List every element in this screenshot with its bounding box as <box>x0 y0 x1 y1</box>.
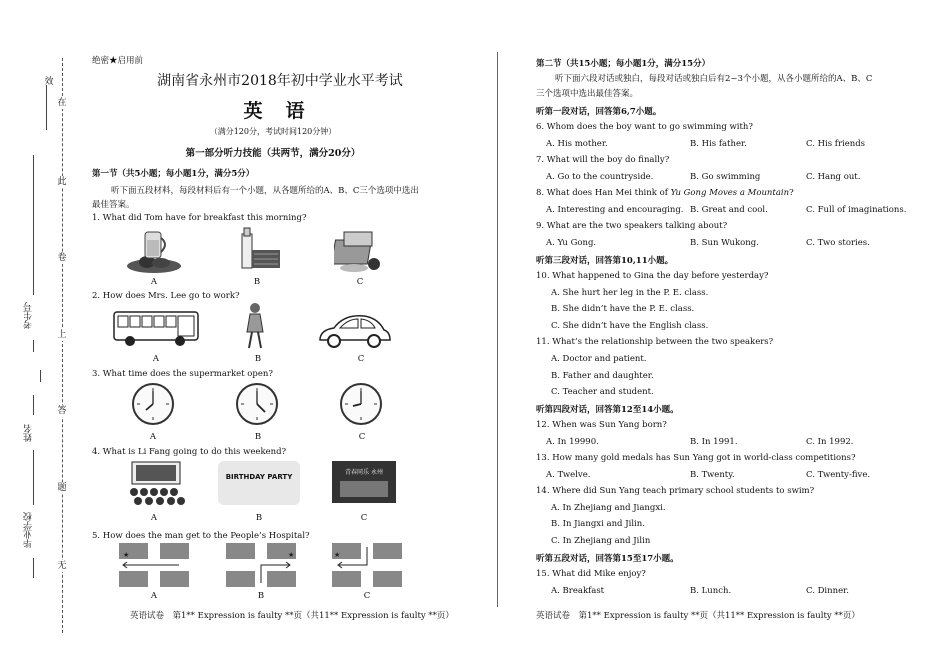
left-page-footer: 英语试卷 第1** Expression is faulty **页（共11** Expression is faulty **页） <box>130 611 454 621</box>
q10-option-b: B. She didn’t have the P. E. class. <box>551 304 695 314</box>
margin-char: 无 <box>57 561 67 571</box>
svg-text:★: ★ <box>334 551 341 559</box>
margin-char: 答 <box>57 406 67 416</box>
q12-option-b: B. In 1991. <box>690 437 738 447</box>
q14-option-b: B. In Jiangxi and Jilin. <box>551 519 645 529</box>
question-4: 4. What is Li Fang going to do this weekend? <box>92 447 287 457</box>
question-1: 1. What did Tom have for breakfast this morning? <box>92 213 307 223</box>
q7-option-a: A. Go to the countryside. <box>546 172 654 182</box>
option-label-c: C <box>356 277 364 287</box>
question-13: 13. How many gold medals has Sun Yang got in world-class competitions? <box>536 453 856 463</box>
car-picture <box>316 310 392 350</box>
route-map-a <box>119 543 189 587</box>
q9-option-b: B. Sun Wukong. <box>690 238 759 248</box>
question-14: 14. Where did Sun Yang teach primary school students to swim? <box>536 486 815 496</box>
question-5: 5. How does the man get to the People’s Hospital? <box>92 531 310 541</box>
q10-option-a: A. She hurt her leg in the P. E. class. <box>551 288 709 298</box>
route-map-b <box>226 543 296 587</box>
option-label-a: A <box>150 513 158 523</box>
clock-c <box>340 383 382 425</box>
q8-option-b: B. Great and cool. <box>690 205 768 215</box>
school-label: 毕业学校 <box>24 512 34 548</box>
option-label-b: B <box>254 432 262 442</box>
stage-picture <box>332 461 396 503</box>
q11-option-c: C. Teacher and student. <box>551 387 654 397</box>
name-label: 姓名 <box>24 424 34 442</box>
option-label-b: B <box>257 591 265 601</box>
question-10: 10. What happened to Gina the day before yesterday? <box>536 271 769 281</box>
q7-option-b: B. Go swimming <box>690 172 761 182</box>
option-label-b: B <box>253 277 261 287</box>
question-8: 8. What does Han Mei think of Yu Gong Moves a Mountain? <box>536 188 794 198</box>
secret-label: 绝密★启用前 <box>92 56 144 66</box>
q14-option-a: A. In Zhejiang and Jiangxi. <box>551 503 666 513</box>
question-2: 2. How does Mrs. Lee go to work? <box>92 291 240 301</box>
section2-heading: 第二节（共15小题；每小题1分，满分15分） <box>536 59 711 69</box>
q9-option-a: A. Yu Gong. <box>546 238 597 248</box>
q11-option-b: B. Father and daughter. <box>551 371 654 381</box>
q15-option-b: B. Lunch. <box>690 586 732 596</box>
question-7: 7. What will the boy do finally? <box>536 155 670 165</box>
q15-option-a: A. Breakfast <box>551 586 605 596</box>
section2-instruction-cont: 三个选项中选出最佳答案。 <box>536 89 639 99</box>
section1-instruction-cont: 最佳答案。 <box>92 200 135 210</box>
q11-option-a: A. Doctor and patient. <box>551 354 647 364</box>
question-9: 9. What are the two speakers talking about? <box>536 221 728 231</box>
option-label-c: C <box>363 591 371 601</box>
q6-option-a: A. His mother. <box>546 139 608 149</box>
walking-woman-picture <box>242 302 268 350</box>
option-label-c: C <box>357 354 365 364</box>
exam-note: （满分120分，考试时间120分钟） <box>209 127 337 136</box>
birthday-party-text: BIRTHDAY PARTY <box>225 473 293 481</box>
dialogue-3-heading: 听第三段对话，回答第10,11小题。 <box>536 256 674 266</box>
q9-option-c: C. Two stories. <box>806 238 870 248</box>
option-label-c: C <box>358 432 366 442</box>
margin-char: 在 <box>57 98 67 108</box>
q14-option-c: C. In Zhejiang and Jilin <box>551 536 651 546</box>
margin-char: 此 <box>57 177 67 187</box>
margin-char: 上 <box>57 330 67 340</box>
right-page-footer: 英语试卷 第1** Expression is faulty **页（共11** Expression is faulty **页） <box>536 611 860 621</box>
question-6: 6. Whom does the boy want to go swimming with? <box>536 122 753 132</box>
dialogue-1-heading: 听第一段对话，回答第6,7小题。 <box>536 107 662 117</box>
exam-title: 湖南省永州市2018年初中学业水平考试 <box>157 73 403 89</box>
section1-heading: 第一节（共5小题；每小题1分，满分5分） <box>92 169 255 179</box>
breakfast-picture-b <box>236 224 284 272</box>
option-label-c: C <box>360 513 368 523</box>
option-label-b: B <box>255 513 263 523</box>
section2-instruction: 听下面六段对话或独白，每段对话或独白后有2~3个小题，从各小题所给的A、B、C <box>555 74 873 84</box>
question-11: 11. What’s the relationship between the two speakers? <box>536 337 774 347</box>
option-label-a: A <box>150 591 158 601</box>
question-3: 3. What time does the supermarket open? <box>92 369 273 379</box>
part1-heading: 第一部分听力技能（共两节，满分20分） <box>185 148 361 159</box>
margin-char: 题 <box>57 483 67 493</box>
option-label-a: A <box>149 432 157 442</box>
route-map-c <box>332 543 402 587</box>
breakfast-picture-a <box>125 226 183 274</box>
story-title: Yu Gong Moves a Mountain <box>670 188 790 198</box>
clock-a <box>132 383 174 425</box>
margin-char: 效 <box>44 77 54 87</box>
q10-option-c: C. She didn’t have the English class. <box>551 321 709 331</box>
section1-instruction: 听下面五段材料，每段材料后有一个小题，从各题所给的A、B、C三个选项中选出 <box>111 186 419 196</box>
svg-text:★: ★ <box>123 551 130 559</box>
margin-char: 卷 <box>57 253 67 263</box>
question-15: 15. What did Mike enjoy? <box>536 569 646 579</box>
q8-option-c: C. Full of imaginations. <box>806 205 907 215</box>
svg-text:★: ★ <box>288 551 295 559</box>
q15-option-c: C. Dinner. <box>806 586 849 596</box>
bus-picture <box>112 308 200 348</box>
q13-option-c: C. Twenty-five. <box>806 470 871 480</box>
q7-option-c: C. Hang out. <box>806 172 861 182</box>
question-12: 12. When was Sun Yang born? <box>536 420 667 430</box>
breakfast-picture-c <box>334 226 384 274</box>
stage-banner-text: 青春同乐 永州 <box>345 469 383 476</box>
option-label-a: A <box>152 354 160 364</box>
q13-option-a: A. Twelve. <box>546 470 591 480</box>
q6-option-b: B. His father. <box>690 139 747 149</box>
q8-option-a: A. Interesting and encouraging. <box>546 205 684 215</box>
dialogue-4-heading: 听第四段对话，回答第12至14小题。 <box>536 405 679 415</box>
birthday-party-picture <box>218 461 300 505</box>
option-label-b: B <box>254 354 262 364</box>
clock-b <box>236 383 278 425</box>
student-id-label: 考生号 <box>24 302 34 329</box>
q12-option-c: C. In 1992. <box>806 437 854 447</box>
cinema-picture <box>126 460 186 506</box>
dialogue-5-heading: 听第五段对话，回答第15至17小题。 <box>536 554 679 564</box>
q12-option-a: A. In 19990. <box>546 437 599 447</box>
q6-option-c: C. His friends <box>806 139 866 149</box>
q13-option-b: B. Twenty. <box>690 470 735 480</box>
subject-title: 英 语 <box>243 100 307 122</box>
option-label-a: A <box>150 277 158 287</box>
